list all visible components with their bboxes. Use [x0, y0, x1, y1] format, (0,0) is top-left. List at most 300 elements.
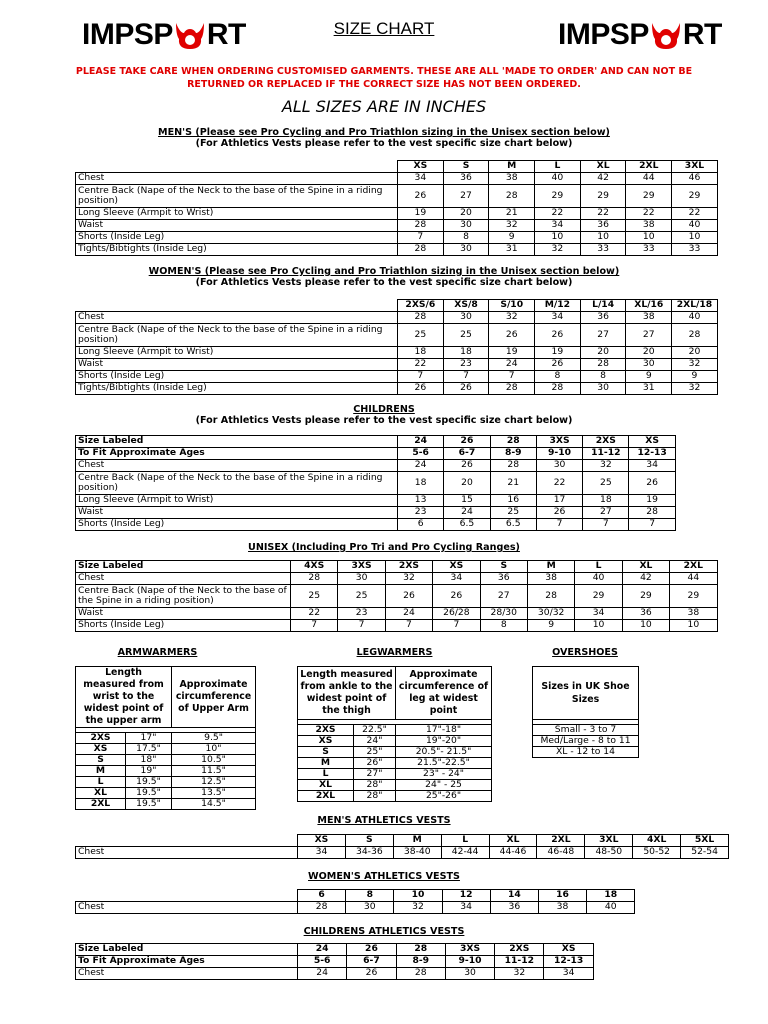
circumference-cell: 19"-20" — [396, 736, 492, 747]
value-cell: 7 — [291, 620, 338, 632]
value-cell: 7 — [398, 371, 444, 383]
size-header-cell: 3XS — [536, 436, 582, 448]
table-row — [76, 460, 676, 472]
value-cell: 20 — [443, 208, 489, 220]
value-cell: 32 — [535, 244, 581, 256]
table-row — [76, 312, 718, 324]
value-cell: 52-54 — [681, 847, 729, 859]
value-cell: 7 — [338, 620, 385, 632]
size-header-cell: 2XS/6 — [398, 300, 444, 312]
value-cell: 26 — [536, 507, 582, 519]
table-row — [533, 725, 639, 736]
size-cell: 2XS — [298, 725, 354, 736]
length-cell: 17" — [126, 733, 172, 744]
size-header-cell: XS — [544, 944, 593, 956]
circumference-cell: 10" — [172, 744, 256, 755]
value-cell: 34-36 — [345, 847, 393, 859]
value-cell: 32 — [394, 902, 442, 914]
value-cell: 36 — [622, 608, 669, 620]
value-cell: 28 — [580, 359, 626, 371]
value-cell: 36 — [480, 573, 527, 585]
value-cell: 24 — [385, 608, 432, 620]
length-cell: 26" — [354, 758, 396, 769]
row-label-cell: Shorts (Inside Leg) — [76, 232, 398, 244]
row-label-cell: Chest — [76, 460, 398, 472]
age-cell: 11-12 — [583, 448, 629, 460]
value-cell: 29 — [672, 185, 718, 208]
size-header-cell: 10 — [394, 890, 442, 902]
size-header-cell: XS — [298, 835, 346, 847]
row-label-cell: Long Sleeve (Armpit to Wrist) — [76, 495, 398, 507]
age-cell: 12-13 — [629, 448, 675, 460]
value-cell: 27 — [480, 585, 527, 608]
size-cell: 2XS — [76, 733, 126, 744]
value-cell: 38 — [626, 220, 672, 232]
value-cell: 10 — [670, 620, 717, 632]
childrens-size-table — [75, 435, 676, 531]
row-label-cell: Shorts (Inside Leg) — [76, 371, 398, 383]
value-cell: 10 — [626, 232, 672, 244]
value-cell: 19 — [489, 347, 535, 359]
value-cell: 30 — [443, 220, 489, 232]
size-header-cell: 3XL — [585, 835, 633, 847]
value-cell: 28 — [298, 902, 346, 914]
empty-corner-cell — [76, 300, 398, 312]
table-row — [298, 780, 492, 791]
value-cell: 33 — [672, 244, 718, 256]
row-label-cell: Centre Back (Nape of the Neck to the base of the Spine in a riding position) — [76, 324, 398, 347]
length-header-cell: Length measured from wrist to the widest point of the upper arm — [76, 667, 172, 728]
circumference-header-cell: Approximate circumference of leg at widest point — [396, 667, 492, 720]
value-cell: 40 — [575, 573, 622, 585]
length-cell: 19.5" — [126, 799, 172, 810]
size-cell: XL — [76, 788, 126, 799]
size-header-row — [76, 436, 676, 448]
value-cell: 32 — [495, 968, 544, 980]
table-row — [76, 620, 718, 632]
value-cell: 29 — [575, 585, 622, 608]
table-row — [76, 799, 256, 810]
value-cell: 23 — [338, 608, 385, 620]
value-cell: 29 — [622, 585, 669, 608]
table-row — [76, 185, 718, 208]
shoe-size-header-cell: Sizes in UK Shoe Sizes — [533, 667, 639, 720]
value-cell: 26 — [398, 383, 444, 395]
size-header-row — [76, 890, 635, 902]
size-header-cell: XS — [629, 436, 675, 448]
length-cell: 19.5" — [126, 788, 172, 799]
value-cell: 34 — [629, 460, 675, 472]
value-cell: 7 — [398, 232, 444, 244]
value-cell: 36 — [580, 312, 626, 324]
size-header-cell: XL — [580, 161, 626, 173]
size-header-cell: 2XL — [670, 561, 717, 573]
value-cell: 6.5 — [444, 519, 490, 531]
value-cell: 22 — [626, 208, 672, 220]
age-label-cell: To Fit Approximate Ages — [76, 956, 298, 968]
size-header-cell: S — [443, 161, 489, 173]
table-row — [76, 733, 256, 744]
table-row — [298, 769, 492, 780]
size-label-cell: Size Labeled — [76, 944, 298, 956]
value-cell: 25 — [291, 585, 338, 608]
value-cell: 32 — [672, 383, 718, 395]
value-cell: 26/28 — [433, 608, 480, 620]
value-cell: 27 — [626, 324, 672, 347]
value-cell: 28 — [398, 312, 444, 324]
table-row — [76, 777, 256, 788]
childrens-vests-table — [75, 943, 594, 980]
row-label-cell: Shorts (Inside Leg) — [76, 620, 291, 632]
value-cell: 38-40 — [393, 847, 441, 859]
row-label-cell: Waist — [76, 220, 398, 232]
table-row — [76, 371, 718, 383]
size-cell: S — [76, 755, 126, 766]
value-cell: 7 — [443, 371, 489, 383]
size-header-cell: 4XL — [633, 835, 681, 847]
value-cell: 33 — [626, 244, 672, 256]
value-cell: 9 — [672, 371, 718, 383]
value-cell: 7 — [629, 519, 675, 531]
row-label-cell: Chest — [76, 573, 291, 585]
value-cell: 36 — [443, 173, 489, 185]
value-cell: 10 — [580, 232, 626, 244]
size-header-cell: 28 — [396, 944, 445, 956]
size-header-cell: M — [489, 161, 535, 173]
circumference-cell: 12.5" — [172, 777, 256, 788]
size-header-cell: 2XS — [385, 561, 432, 573]
length-cell: 27" — [354, 769, 396, 780]
size-header-cell: 26 — [347, 944, 396, 956]
row-label-cell: Chest — [76, 902, 298, 914]
row-label-cell: Centre Back (Nape of the Neck to the base of the Spine in a riding position) — [76, 472, 398, 495]
table-row — [76, 766, 256, 777]
value-cell: 46 — [672, 173, 718, 185]
value-cell: 34 — [398, 173, 444, 185]
value-cell: 38 — [538, 902, 586, 914]
length-cell: 19.5" — [126, 777, 172, 788]
age-row — [76, 448, 676, 460]
value-cell: 29 — [535, 185, 581, 208]
length-cell: 24" — [354, 736, 396, 747]
table-row — [76, 608, 718, 620]
value-cell: 32 — [385, 573, 432, 585]
value-cell: 17 — [536, 495, 582, 507]
row-label-cell: Chest — [76, 968, 298, 980]
value-cell: 36 — [490, 902, 538, 914]
size-header-cell: 12 — [442, 890, 490, 902]
circumference-header-cell: Approximate circumference of Upper Arm — [172, 667, 256, 728]
overshoes-table — [532, 666, 639, 758]
table-row — [76, 519, 676, 531]
header-row — [298, 667, 492, 720]
unisex-size-table — [75, 560, 718, 632]
length-cell: 22.5" — [354, 725, 396, 736]
value-cell: 40 — [587, 902, 635, 914]
value-cell: 22 — [398, 359, 444, 371]
value-cell: 26 — [629, 472, 675, 495]
value-cell: 29 — [580, 185, 626, 208]
value-cell: 28 — [629, 507, 675, 519]
shoe-size-cell: Small - 3 to 7 — [533, 725, 639, 736]
size-header-cell: 6 — [298, 890, 346, 902]
header-row — [76, 667, 256, 728]
armwarmers-table — [75, 666, 256, 810]
size-header-cell: XS/8 — [443, 300, 489, 312]
value-cell: 44-46 — [489, 847, 537, 859]
value-cell: 28 — [489, 185, 535, 208]
value-cell: 23 — [443, 359, 489, 371]
value-cell: 28/30 — [480, 608, 527, 620]
length-cell: 18" — [126, 755, 172, 766]
value-cell: 27 — [580, 324, 626, 347]
value-cell: 30 — [445, 968, 494, 980]
value-cell: 42-44 — [441, 847, 489, 859]
childrens-vests-heading: CHILDRENS ATHLETICS VESTS — [303, 926, 465, 937]
childrens-heading: CHILDRENS (For Athletics Vests please refer to the vest specific size chart below) — [195, 404, 573, 426]
logo-left-text: IMPSP — [82, 18, 173, 51]
value-cell: 20 — [672, 347, 718, 359]
unisex-heading: UNISEX (Including Pro Tri and Pro Cycling Ranges) — [248, 542, 520, 553]
value-cell: 7 — [433, 620, 480, 632]
shoe-size-cell: XL - 12 to 14 — [533, 747, 639, 758]
all-sizes-note: ALL SIZES ARE IN INCHES — [281, 97, 487, 116]
size-cell: M — [298, 758, 354, 769]
value-cell: 32 — [672, 359, 718, 371]
mens-vests-table — [75, 834, 729, 859]
value-cell: 26 — [535, 359, 581, 371]
size-header-cell: 3XS — [338, 561, 385, 573]
value-cell: 24 — [398, 460, 444, 472]
value-cell: 8 — [443, 232, 489, 244]
length-header-cell: Length measured from ankle to the widest point of the thigh — [298, 667, 396, 720]
value-cell: 24 — [444, 507, 490, 519]
womens-vests-heading: WOMEN'S ATHLETICS VESTS — [308, 871, 460, 882]
womens-heading: WOMEN'S (Please see Pro Cycling and Pro Triathlon sizing in the Unisex section below) (For Athletics Vests please refer to the vest specific size chart below) — [148, 266, 620, 288]
row-label-cell: Waist — [76, 608, 291, 620]
size-header-cell: 14 — [490, 890, 538, 902]
size-header-row — [76, 835, 729, 847]
size-label-cell: Size Labeled — [76, 561, 291, 573]
table-row — [76, 244, 718, 256]
value-cell: 33 — [580, 244, 626, 256]
value-cell: 24 — [298, 968, 347, 980]
row-label-cell: Tights/Bibtights (Inside Leg) — [76, 244, 398, 256]
size-cell: L — [76, 777, 126, 788]
mens-vests-heading: MEN'S ATHLETICS VESTS — [317, 815, 451, 826]
age-cell: 6-7 — [444, 448, 490, 460]
circumference-cell: 21.5"-22.5" — [396, 758, 492, 769]
length-cell: 28" — [354, 780, 396, 791]
value-cell: 7 — [489, 371, 535, 383]
table-row — [76, 324, 718, 347]
length-cell: 25" — [354, 747, 396, 758]
value-cell: 30 — [346, 902, 394, 914]
size-header-cell: 2XL — [537, 835, 585, 847]
value-cell: 25 — [338, 585, 385, 608]
size-header-cell: XL/16 — [626, 300, 672, 312]
size-header-cell: 2XS — [495, 944, 544, 956]
value-cell: 42 — [622, 573, 669, 585]
value-cell: 18 — [443, 347, 489, 359]
value-cell: 30 — [443, 244, 489, 256]
value-cell: 6 — [398, 519, 444, 531]
size-cell: 2XL — [298, 791, 354, 802]
table-row — [76, 495, 676, 507]
value-cell: 26 — [398, 185, 444, 208]
size-header-cell: M — [393, 835, 441, 847]
size-header-cell: M/12 — [535, 300, 581, 312]
size-header-cell: 2XL — [626, 161, 672, 173]
size-header-cell: 2XL/18 — [672, 300, 718, 312]
table-row — [76, 788, 256, 799]
size-header-cell: 2XS — [583, 436, 629, 448]
table-row — [298, 758, 492, 769]
table-row — [76, 232, 718, 244]
value-cell: 26 — [347, 968, 396, 980]
value-cell: 22 — [535, 208, 581, 220]
value-cell: 18 — [583, 495, 629, 507]
value-cell: 42 — [580, 173, 626, 185]
value-cell: 50-52 — [633, 847, 681, 859]
row-label-cell: Waist — [76, 507, 398, 519]
size-header-cell: XL — [489, 835, 537, 847]
table-row — [533, 747, 639, 758]
value-cell: 34 — [535, 220, 581, 232]
size-header-cell: XS — [398, 161, 444, 173]
size-header-cell: M — [527, 561, 574, 573]
value-cell: 28 — [398, 220, 444, 232]
value-cell: 22 — [536, 472, 582, 495]
circumference-cell: 17"-18" — [396, 725, 492, 736]
page-title: SIZE CHART — [333, 19, 435, 38]
value-cell: 8 — [480, 620, 527, 632]
empty-corner-cell — [76, 161, 398, 173]
value-cell: 7 — [385, 620, 432, 632]
empty-corner-cell — [76, 890, 298, 902]
value-cell: 22 — [580, 208, 626, 220]
womens-vests-table — [75, 889, 635, 914]
value-cell: 25 — [490, 507, 536, 519]
age-cell: 8-9 — [490, 448, 536, 460]
table-row — [76, 173, 718, 185]
womens-size-table — [75, 299, 718, 395]
size-header-row — [76, 161, 718, 173]
circumference-cell: 13.5" — [172, 788, 256, 799]
value-cell: 28 — [398, 244, 444, 256]
value-cell: 46-48 — [537, 847, 585, 859]
circumference-cell: 11.5" — [172, 766, 256, 777]
value-cell: 28 — [527, 585, 574, 608]
armwarmers-heading: ARMWARMERS — [117, 647, 198, 658]
value-cell: 26 — [535, 324, 581, 347]
size-header-cell: XL — [622, 561, 669, 573]
table-row — [76, 383, 718, 395]
value-cell: 44 — [670, 573, 717, 585]
age-cell: 5-6 — [398, 448, 444, 460]
value-cell: 25 — [443, 324, 489, 347]
length-cell: 28" — [354, 791, 396, 802]
table-row — [76, 208, 718, 220]
value-cell: 31 — [626, 383, 672, 395]
size-header-cell: 8 — [346, 890, 394, 902]
legwarmers-table — [297, 666, 492, 802]
row-label-cell: Tights/Bibtights (Inside Leg) — [76, 383, 398, 395]
value-cell: 34 — [442, 902, 490, 914]
value-cell: 6.5 — [490, 519, 536, 531]
value-cell: 28 — [396, 968, 445, 980]
row-label-cell: Waist — [76, 359, 398, 371]
table-row — [76, 585, 718, 608]
size-header-cell: L — [535, 161, 581, 173]
logo-right-tail: RT — [682, 18, 722, 51]
value-cell: 36 — [580, 220, 626, 232]
value-cell: 10 — [622, 620, 669, 632]
value-cell: 34 — [544, 968, 593, 980]
table-row — [533, 736, 639, 747]
value-cell: 44 — [626, 173, 672, 185]
size-header-cell: XS — [433, 561, 480, 573]
legwarmers-heading: LEGWARMERS — [356, 647, 433, 658]
circumference-cell: 14.5" — [172, 799, 256, 810]
circumference-cell: 20.5"- 21.5" — [396, 747, 492, 758]
table-row — [298, 791, 492, 802]
value-cell: 24 — [489, 359, 535, 371]
circumference-cell: 24" - 25 — [396, 780, 492, 791]
value-cell: 28 — [291, 573, 338, 585]
value-cell: 22 — [672, 208, 718, 220]
size-header-cell: 16 — [538, 890, 586, 902]
value-cell: 20 — [444, 472, 490, 495]
size-header-cell: 24 — [398, 436, 444, 448]
value-cell: 30 — [580, 383, 626, 395]
size-header-row — [76, 944, 594, 956]
size-cell: S — [298, 747, 354, 758]
value-cell: 26 — [443, 383, 489, 395]
size-header-row — [76, 561, 718, 573]
logo-right-text: IMPSP — [558, 18, 649, 51]
value-cell: 9 — [489, 232, 535, 244]
overshoes-heading: OVERSHOES — [552, 647, 618, 658]
age-cell: 6-7 — [347, 956, 396, 968]
empty-corner-cell — [76, 835, 298, 847]
age-label-cell: To Fit Approximate Ages — [76, 448, 398, 460]
value-cell: 10 — [535, 232, 581, 244]
size-header-cell: 28 — [490, 436, 536, 448]
row-label-cell: Long Sleeve (Armpit to Wrist) — [76, 208, 398, 220]
table-row — [76, 220, 718, 232]
size-header-cell: L/14 — [580, 300, 626, 312]
row-label-cell: Centre Back (Nape of the Neck to the base of the Spine in a riding position) — [76, 185, 398, 208]
value-cell: 38 — [489, 173, 535, 185]
size-header-cell: 3XS — [445, 944, 494, 956]
size-cell: 2XL — [76, 799, 126, 810]
value-cell: 10 — [575, 620, 622, 632]
value-cell: 18 — [398, 472, 444, 495]
size-label-cell: Size Labeled — [76, 436, 398, 448]
logo-left-tail: RT — [206, 18, 246, 51]
value-cell: 34 — [298, 847, 346, 859]
size-header-cell: 26 — [444, 436, 490, 448]
value-cell: 32 — [489, 220, 535, 232]
header-row — [533, 667, 639, 720]
warning-line-2: RETURNED OR REPLACED IF THE CORRECT SIZE HAS NOT BEEN ORDERED. — [187, 78, 581, 90]
size-header-cell: 3XL — [672, 161, 718, 173]
row-label-cell: Chest — [76, 847, 298, 859]
size-header-row — [76, 300, 718, 312]
value-cell: 20 — [580, 347, 626, 359]
value-cell: 31 — [489, 244, 535, 256]
